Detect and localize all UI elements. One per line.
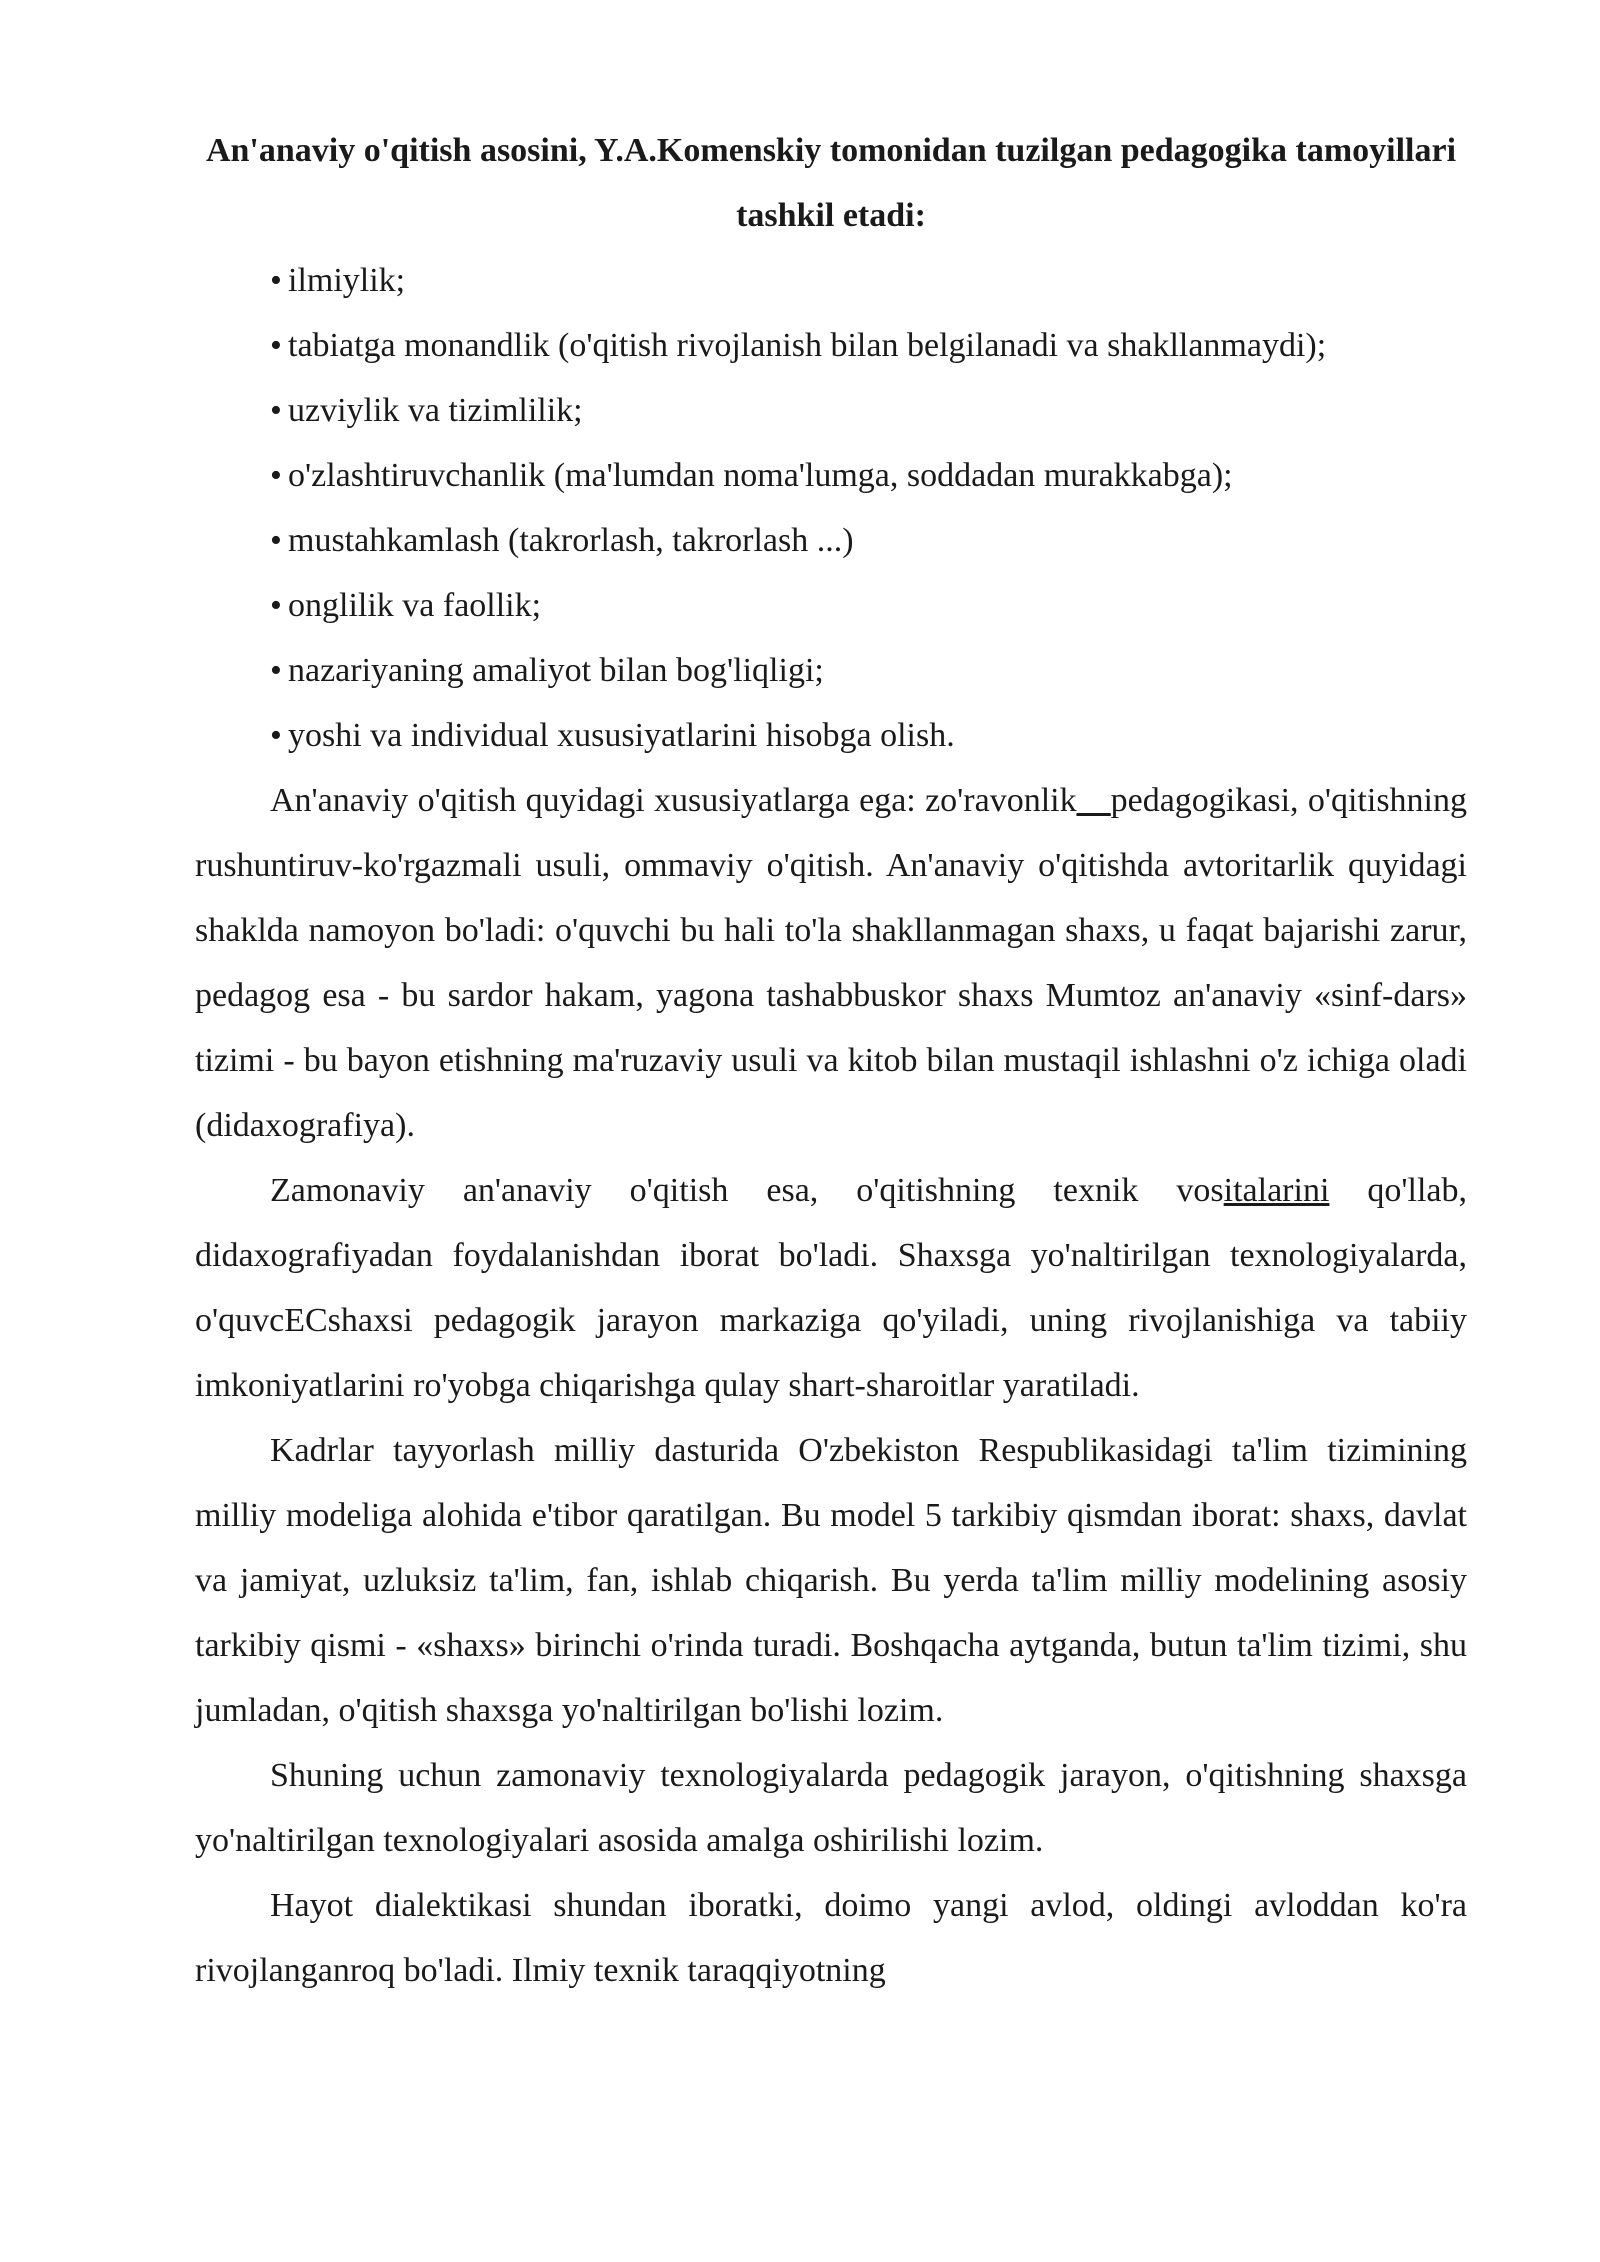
paragraph-traditional-teaching [195,768,1467,1158]
list-item-text: mustahkamlash (takrorlash, takrorlash ...) [288,522,854,559]
list-item-text: o'zlashtiruvchanlik (ma'lumdan noma'lumga, soddadan murakkabga); [288,457,1233,494]
bullet-icon: • [270,262,282,299]
paragraph-text: An'anaviy o'qitish quyidagi xususiyatlarga ega: zo'ravonlik [270,782,1077,819]
underlined-text: __ [1076,782,1111,819]
paragraph-modern-technologies: Shuning uchun zamonaviy texnologiyalarda pedagogik jarayon, o'qitishning shaxsga yo'naltirilgan texnologiyalari asosida amalga oshirilishi lozim. [195,1757,1467,1859]
list-item-text: onglilik va faollik; [288,587,542,624]
list-item [270,573,1467,638]
document-title: An'anaviy o'qitish asosini, Y.A.Komenskiy tomonidan tuzilgan pedagogika tamoyillari tashkil etadi: [205,132,1457,234]
list-item-text: tabiatga monandlik (o'qitish rivojlanish bilan belgilanadi va shakllanmaydi); [288,327,1327,364]
paragraph-text: pedagogikasi, o'qitishning rushuntiruv-ko'rgazmali usuli, ommaviy o'qitish. An'anaviy o'qitishda avtoritarlik quyidagi shaklda namoyon bo'ladi: o'quvchi bu hali to'la shakllanmagan shaxs, u faqat bajarishi zarur, pedagog esa - bu sardor hakam, yagona tashabbuskor shaxs Mumtoz an'anaviy «sinf-dars» tizimi - bu bayon etishning ma'ruzaviy usuli va kitob bilan mustaqil ishlashni o'z ichiga oladi (didaxografiya). [195,782,1468,1144]
bullet-icon: • [270,457,282,494]
list-item [270,443,1467,508]
list-item-text: ilmiylik; [288,262,406,299]
list-item [270,248,1467,313]
paragraph-text: Zamonaviy an'anaviy o'qitish esa, o'qitishning texnik vos [270,1172,1224,1209]
document-page [195,118,1467,2003]
bullet-icon: • [270,652,282,689]
bullet-icon: • [270,587,282,624]
paragraph-national-model: Kadrlar tayyorlash milliy dasturida O'zbekiston Respublikasidagi ta'lim tizimining milliy modeliga alohida e'tibor qaratilgan. Bu model 5 tarkibiy qismdan iborat: shaxs, davlat va jamiyat, uzluksiz ta'lim, fan, ishlab chiqarish. Bu yerda ta'lim milliy modelining asosiy tarkibiy qismi - «shaxs» birinchi o'rinda turadi. Boshqacha aytganda, butun ta'lim tizimi, shu jumladan, o'qitish shaxsga yo'naltirilgan bo'lishi lozim. [195,1432,1467,1729]
list-item-text: nazariyaning amaliyot bilan bog'liqligi; [288,652,824,689]
list-item-text: yoshi va individual xususiyatlarini hisobga olish. [288,717,955,754]
bullet-icon: • [270,717,282,754]
list-item [270,378,1467,443]
list-item [270,638,1467,703]
paragraph-modern-teaching [195,1158,1467,1418]
list-item [270,703,1467,768]
principles-list [195,248,1467,768]
list-item [270,508,1467,573]
paragraph-text: qo'llab, didaxografiyadan foydalanishdan iborat bo'ladi. Shaxsga yo'naltirilgan texnologiyalarda, o'quvcECshaxsi pedagogik jarayon markaziga qo'yiladi, uning rivojlanishiga va tabiiy imkoniyatlarini ro'yobga chiqarishga qulay shart-sharoitlar yaratiladi. [195,1172,1468,1404]
bullet-icon: • [270,522,282,559]
paragraph-life-dialectics: Hayot dialektikasi shundan iboratki, doimo yangi avlod, oldingi avloddan ko'ra rivojlanganroq bo'ladi. Ilmiy texnik taraqqiyotning [195,1887,1467,1989]
list-item-text: uzviylik va tizimlilik; [288,392,583,429]
list-item [270,313,1467,378]
bullet-icon: • [270,392,282,429]
bullet-icon: • [270,327,282,364]
underlined-text: italarini [1223,1172,1330,1209]
